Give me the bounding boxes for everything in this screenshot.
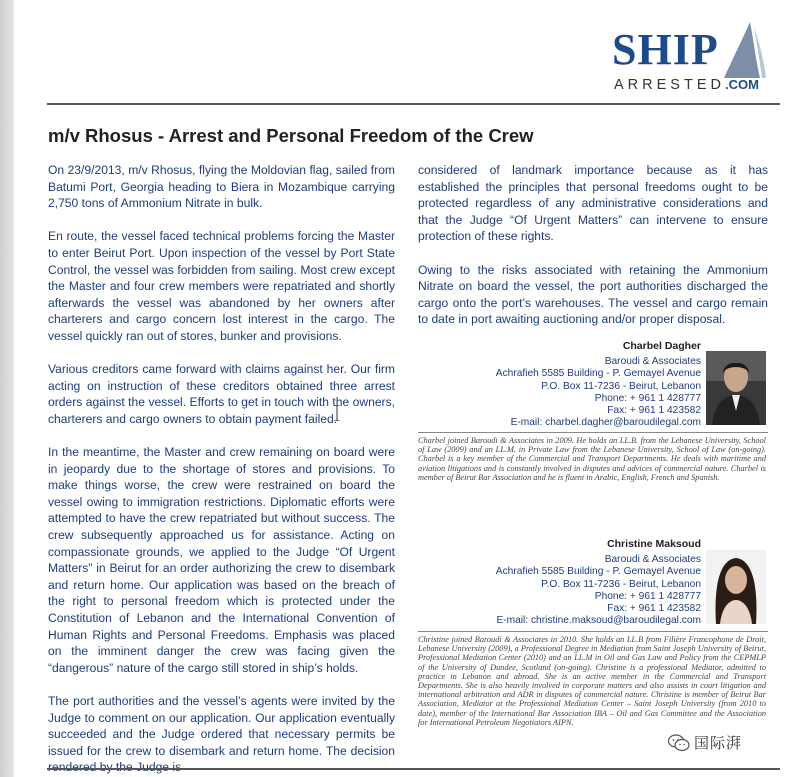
author-photo	[706, 351, 766, 425]
author-address: Achrafieh 5585 Building - P. Gemayel Avenue	[495, 368, 701, 380]
author-pobox: P.O. Box 11-7236 - Beirut, Lebanon	[541, 380, 701, 392]
author-bio: Christine joined Baroudi & Associates in 2010. She holds an LL.B from Filière Francophone de Droit, Lebanese University (2009), a Professional Degree in Mediation from Saint Joseph University of Beirut, Professional Mediation Center (2010) and an LL.M in Oil and Gas Law and Policy from the CEPMLP of the University of Dundee, Scotland (on-going). Christine is a professional Mediator, admitted to practice in Lebanon and abroad. She is an active member in the Commercial and Transport Departments. She is also heavily involved in corporate matters and also assists in court litigation and international arbitration and ADR in disputes of commercial nature. Christine is member of Beirut Bar Association, Mediator at the Professional Mediation Center – Saint Joseph University (from 2010 to date), member of the International Bar Association IBA – Oil and Gas Committee and the Association for International Petroleum Negotiators AIPN.	[418, 635, 766, 727]
paragraph: Various creditors came forward with claims against her. Our firm acting on instruction of these creditors obtained three arrest orders against the vessel. Efforts to get in touch with the owners, charterers and cargo owners to obtain payment failed.	[48, 362, 395, 426]
author-fax: Fax: + 961 1 423582	[607, 405, 701, 417]
header-divider	[47, 103, 780, 105]
bio-divider	[418, 432, 768, 433]
author-phone: Phone: + 961 1 428777	[594, 392, 701, 404]
article-title: m/v Rhosus - Arrest and Personal Freedom of the Crew	[48, 125, 534, 146]
text-cursor-icon	[334, 405, 340, 421]
paragraph: The port authorities and the vessel’s agents were invited by the Judge to comment on our application. Our application eventually succeeded and the Judge ordered that necessary permits be issued for the crew to disembark and return home. The decision	[48, 694, 395, 758]
author-firm: Baroudi & Associates	[604, 356, 701, 368]
author-name: Christine Maksoud	[607, 538, 701, 550]
paragraph: In the meantime, the Master and crew remaining on board were in jeopardy due to the shortage of stores and provisions. To make things worse, the crew were restrained on board the vessel owing to immigration restrictions. Diplomatic efforts were attempted to have the crew repatriated but without success. The crew subsequently approached us for assistance. Acting on compassionate grounds, we applied to the Judge “Of Urgent Matters” in Beirut for an order authorizing the crew to disembark and return home. Our application was based on the breach of the right to personal freedom which is protected under the Constitution of Lebanon and the International Convention of Human Rights and Personal Freedoms. Emphasis was placed on the imminent danger the crew was facing given the “dangerous” nature of the cargo still stored in ship’s holds.	[48, 445, 395, 675]
author-phone: Phone: + 961 1 428777	[594, 590, 701, 602]
article-column-left	[48, 162, 395, 777]
watermark	[668, 732, 742, 753]
paragraph: En route, the vessel faced technical problems forcing the Master to enter Beirut Port. Upon inspection of the vessel by Port State Control, the vessel was forbidden from sailing. Most crew except the Master and four crew members were repatriated and shortly afterwards the vessel was abandoned by her owners after charterers and cargo concern lost interest in the cargo. The vessel quickly ran out of stores, bunker and provisions.	[48, 229, 395, 343]
author-contact-card	[418, 538, 701, 627]
article-column-right	[418, 162, 768, 345]
author-name: Charbel Dagher	[622, 340, 701, 352]
logo-subtitle: ARRESTED.COM	[614, 77, 759, 93]
author-firm: Baroudi & Associates	[604, 554, 701, 566]
watermark-text: 国际湃	[694, 735, 743, 752]
author-pobox: P.O. Box 11-7236 - Beirut, Lebanon	[541, 578, 701, 590]
author-email[interactable]: E-mail: charbel.dagher@baroudilegal.com	[510, 417, 701, 429]
paragraph: considered of landmark importance because as it has established the principles that personal freedoms ought to be protected regardless of any administrative considerations and that the Judge “Of Urgent Matters” can intervene to ensure protection of these rights.	[418, 163, 768, 244]
viewer-left-margin	[0, 0, 14, 777]
document-page	[14, 0, 803, 777]
paragraph: Owing to the risks associated with retaining the Ammonium Nitrate on board the vessel, the port authorities discharged the cargo onto the port’s warehouses. The vessel and cargo remain to date in port awaiting auctioning and/or proper disposal.	[418, 262, 768, 327]
wechat-icon	[668, 734, 690, 752]
ship-arrested-logo[interactable]	[612, 22, 782, 100]
paragraph: On 23/9/2013, m/v Rhosus, flying the Moldovian flag, sailed from Batumi Port, Georgia heading to Biera in Mozambique carrying 2,750 tons of Ammonium Nitrate in bulk.	[48, 163, 395, 211]
sail-icon	[720, 22, 768, 82]
author-photo	[706, 550, 766, 624]
author-email[interactable]: E-mail: christine.maksoud@baroudilegal.com	[496, 615, 701, 627]
bio-divider	[418, 631, 768, 632]
author-bio: Charbel joined Baroudi & Associates in 2009. He holds an LL.B. from the Lebanese University, School of Law (2009) and an LL.M. in Private Law from the Lebanese University, School of Law (on-going). Charbel is a key member of the Commercial and Transport Departments. He deals with maritime and aviation litigations and is constantly involved in disputes and advices of commercial nature. Charbel is member of Beirut Bar Association and he is fluent in Arabic, English, French and Spanish.	[418, 436, 766, 482]
author-contact-card	[418, 340, 701, 429]
logo-word: SHIP	[612, 25, 719, 74]
author-address: Achrafieh 5585 Building - P. Gemayel Avenue	[495, 566, 701, 578]
author-fax: Fax: + 961 1 423582	[607, 603, 701, 615]
footer-divider	[47, 768, 780, 770]
